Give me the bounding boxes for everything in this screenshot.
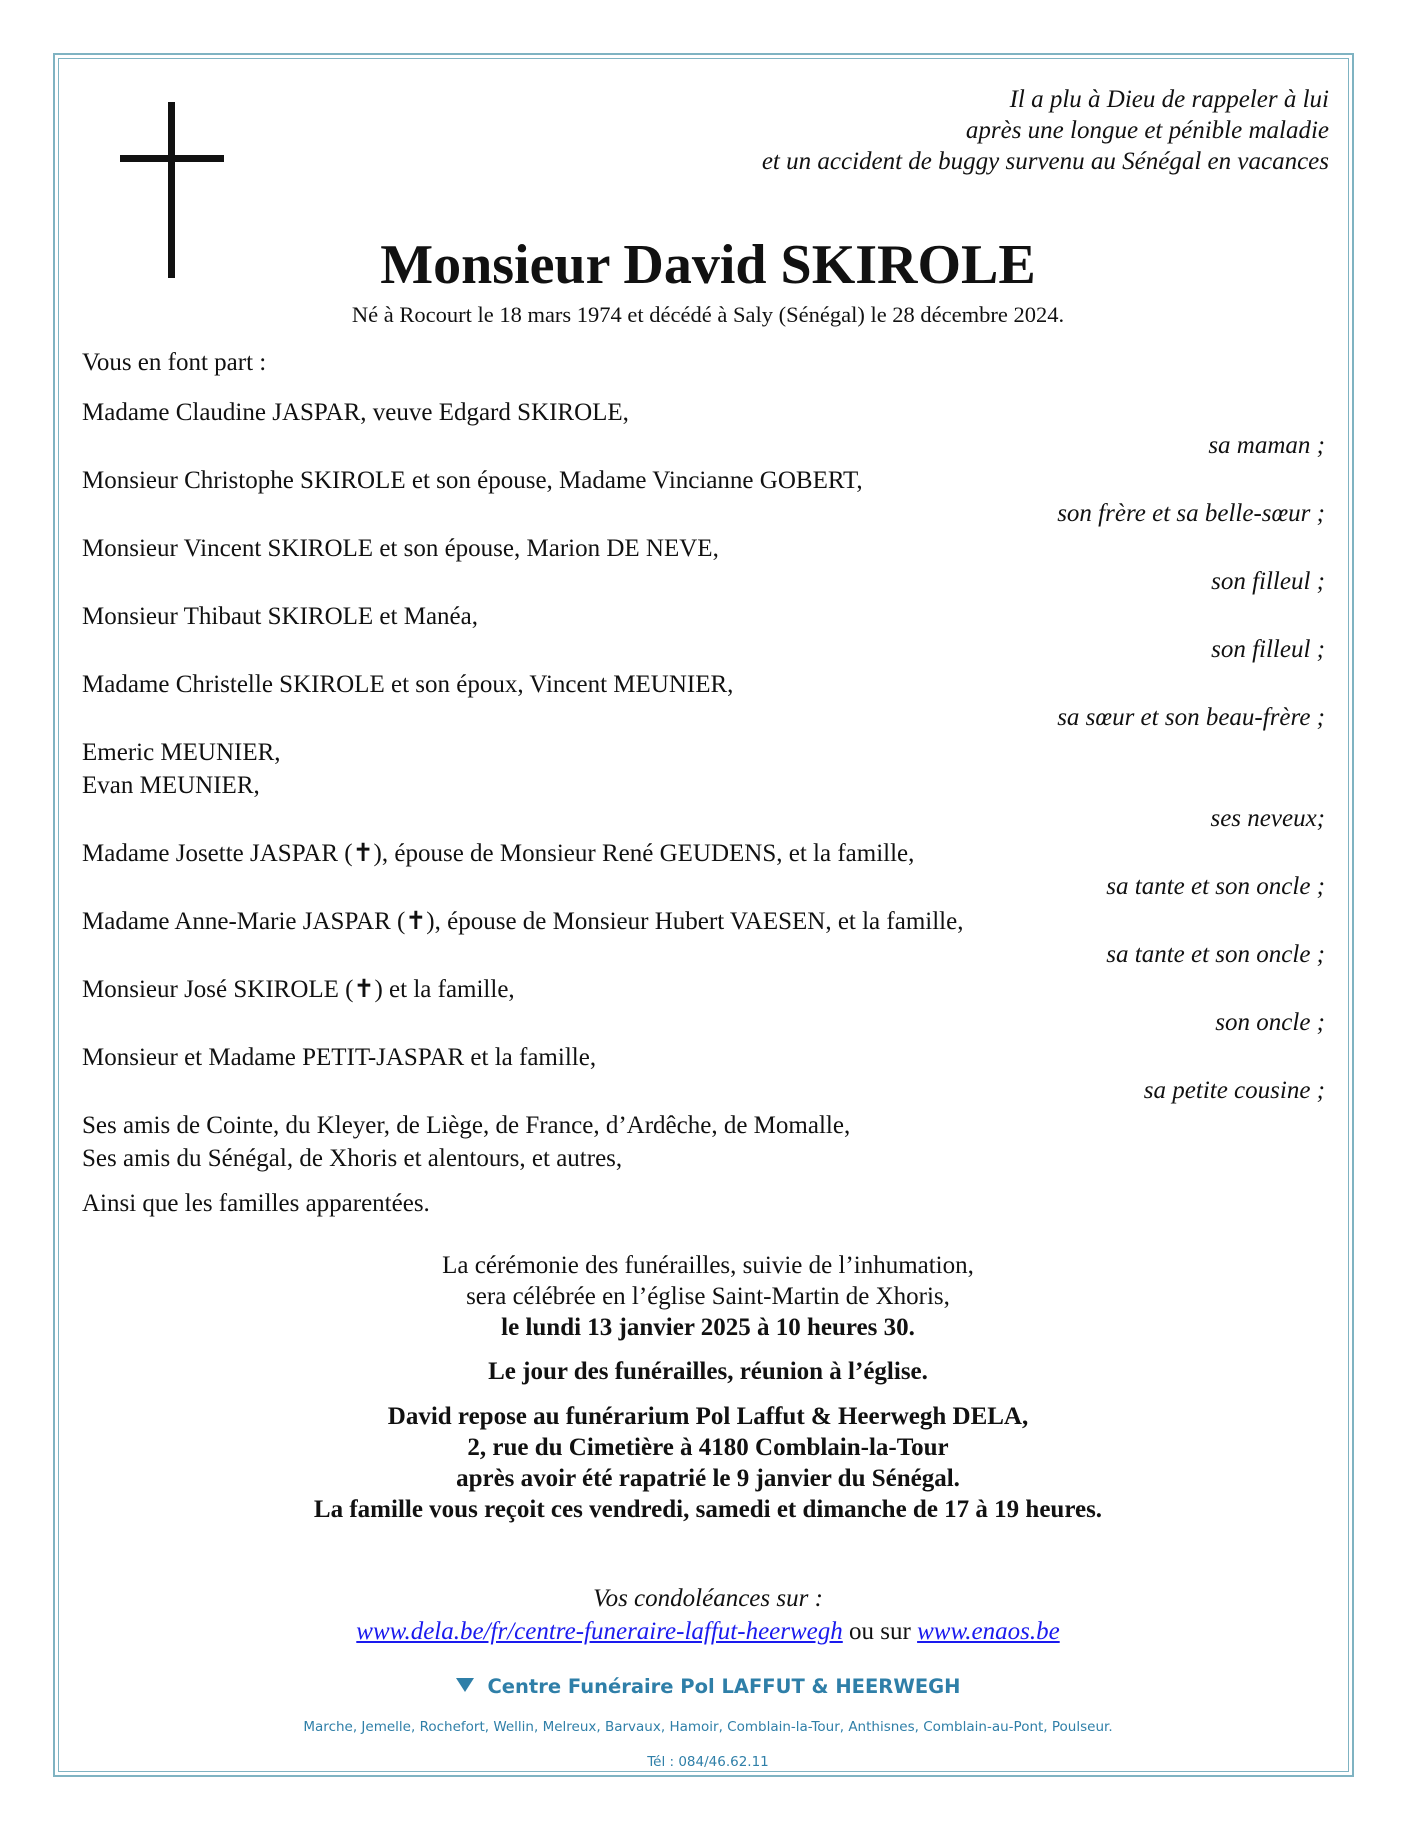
- family-entry-relation: son filleul ;: [1211, 636, 1325, 663]
- family-entry: [82, 1109, 1325, 1175]
- condolences-links: [0, 1615, 1416, 1648]
- family-entry: [82, 464, 1325, 530]
- rest-line: La famille vous reçoit ces vendredi, samedi et dimanche de 17 à 19 heures.: [313, 1496, 1103, 1523]
- family-entry-relation: son filleul ;: [1211, 568, 1325, 595]
- family-entry: [82, 736, 1325, 835]
- family-entry-relation: sa tante et son oncle ;: [1106, 941, 1325, 968]
- intro-line: après une longue et pénible maladie: [965, 117, 1329, 144]
- family-entry-relation: sa maman ;: [1208, 432, 1325, 459]
- family-entry-name: Monsieur et Madame PETIT-JASPAR et la famille,: [82, 1044, 597, 1071]
- family-entry-relation: ses neveux;: [1210, 805, 1325, 832]
- funeral-home-locations: Marche, Jemelle, Rochefort, Wellin, Melreux, Barvaux, Hamoir, Comblain-la-Tour, Anthisnes, Comblain-au-Pont, Poulseur.: [303, 1719, 1113, 1735]
- intro-line: Il a plu à Dieu de rappeler à lui: [1009, 86, 1329, 113]
- triangle-down-icon: [456, 1678, 474, 1692]
- condolences: [0, 1582, 1416, 1648]
- family-entry-name: Madame Claudine JASPAR, veuve Edgard SKIROLE,: [82, 399, 629, 426]
- family-entry-name: Monsieur Thibaut SKIROLE et Manéa,: [82, 603, 478, 630]
- family-entry-relation: sa petite cousine ;: [1143, 1077, 1325, 1104]
- rest-line: 2, rue du Cimetière à 4180 Comblain-la-Tour: [467, 1434, 949, 1461]
- condolences-label: Vos condoléances sur :: [593, 1585, 823, 1612]
- family-list: [82, 396, 1325, 1220]
- family-entry-name: Ses amis du Sénégal, de Xhoris et alentours, et autres,: [82, 1145, 623, 1172]
- announcement-closing: Ainsi que les familles apparentées.: [82, 1190, 430, 1217]
- family-entry: [82, 1041, 1325, 1107]
- family-entry-relation: son frère et sa belle-sœur ;: [1057, 500, 1325, 527]
- intro-text: [629, 84, 1329, 177]
- family-entry-name: Monsieur José SKIROLE (✝) et la famille,: [82, 976, 515, 1003]
- intro-line: et un accident de buggy survenu au Sénégal en vacances: [761, 148, 1329, 175]
- family-entry: [82, 905, 1325, 971]
- funeral-home-name: [0, 1673, 1416, 1701]
- family-entry: [82, 532, 1325, 598]
- family-entry-name: Madame Josette JASPAR (✝), épouse de Monsieur René GEUDENS, et la famille,: [82, 840, 915, 867]
- funeral-home-label: Centre Funéraire Pol LAFFUT & HEERWEGH: [487, 1675, 961, 1698]
- ceremony-line: sera célébrée en l’église Saint-Martin de Xhoris,: [466, 1283, 950, 1310]
- funeral-home-phone: Tél : 084/46.62.11: [647, 1754, 769, 1770]
- link-separator: ou sur: [849, 1618, 918, 1645]
- ceremony-date: le lundi 13 janvier 2025 à 10 heures 30.: [501, 1314, 915, 1341]
- ceremony-meeting: Le jour des funérailles, réunion à l’église.: [488, 1358, 928, 1385]
- cross-horizontal-bar: [120, 155, 224, 162]
- deceased-name: Monsieur David SKIROLE: [380, 234, 1036, 296]
- announcement-intro: Vous en font part :: [82, 349, 267, 376]
- family-entry-relation: sa sœur et son beau-frère ;: [1057, 704, 1325, 731]
- enaos-link[interactable]: www.enaos.be: [917, 1618, 1060, 1645]
- ceremony-details: [0, 1250, 1416, 1525]
- family-entry: [82, 837, 1325, 903]
- family-entry-name: Emeric MEUNIER,: [82, 739, 281, 766]
- family-entry-name: Monsieur Vincent SKIROLE et son épouse, Marion DE NEVE,: [82, 535, 719, 562]
- ceremony-line: La cérémonie des funérailles, suivie de l’inhumation,: [442, 1252, 974, 1279]
- deceased-dates: Né à Rocourt le 18 mars 1974 et décédé à Saly (Sénégal) le 28 décembre 2024.: [351, 302, 1065, 327]
- family-entry-relation: sa tante et son oncle ;: [1106, 873, 1325, 900]
- rest-line: David repose au funérarium Pol Laffut & Heerwegh DELA,: [387, 1403, 1029, 1430]
- family-entry-name: Madame Anne-Marie JASPAR (✝), épouse de Monsieur Hubert VAESEN, et la famille,: [82, 908, 964, 935]
- family-entry-name: Madame Christelle SKIROLE et son époux, Vincent MEUNIER,: [82, 671, 734, 698]
- family-entry-name: Ses amis de Cointe, du Kleyer, de Liège, de France, d’Ardêche, de Momalle,: [82, 1112, 851, 1139]
- family-entry-name: Monsieur Christophe SKIROLE et son épouse, Madame Vincianne GOBERT,: [82, 467, 863, 494]
- family-entry: [82, 600, 1325, 666]
- family-entry: [82, 973, 1325, 1039]
- family-entry-relation: son oncle ;: [1215, 1009, 1325, 1036]
- family-entry-name: Evan MEUNIER,: [82, 772, 260, 799]
- family-entry: [82, 396, 1325, 462]
- family-entry: [82, 668, 1325, 734]
- rest-line: après avoir été rapatrié le 9 janvier du Sénégal.: [456, 1465, 960, 1492]
- dela-link[interactable]: www.dela.be/fr/centre-funeraire-laffut-heerwegh: [356, 1618, 843, 1645]
